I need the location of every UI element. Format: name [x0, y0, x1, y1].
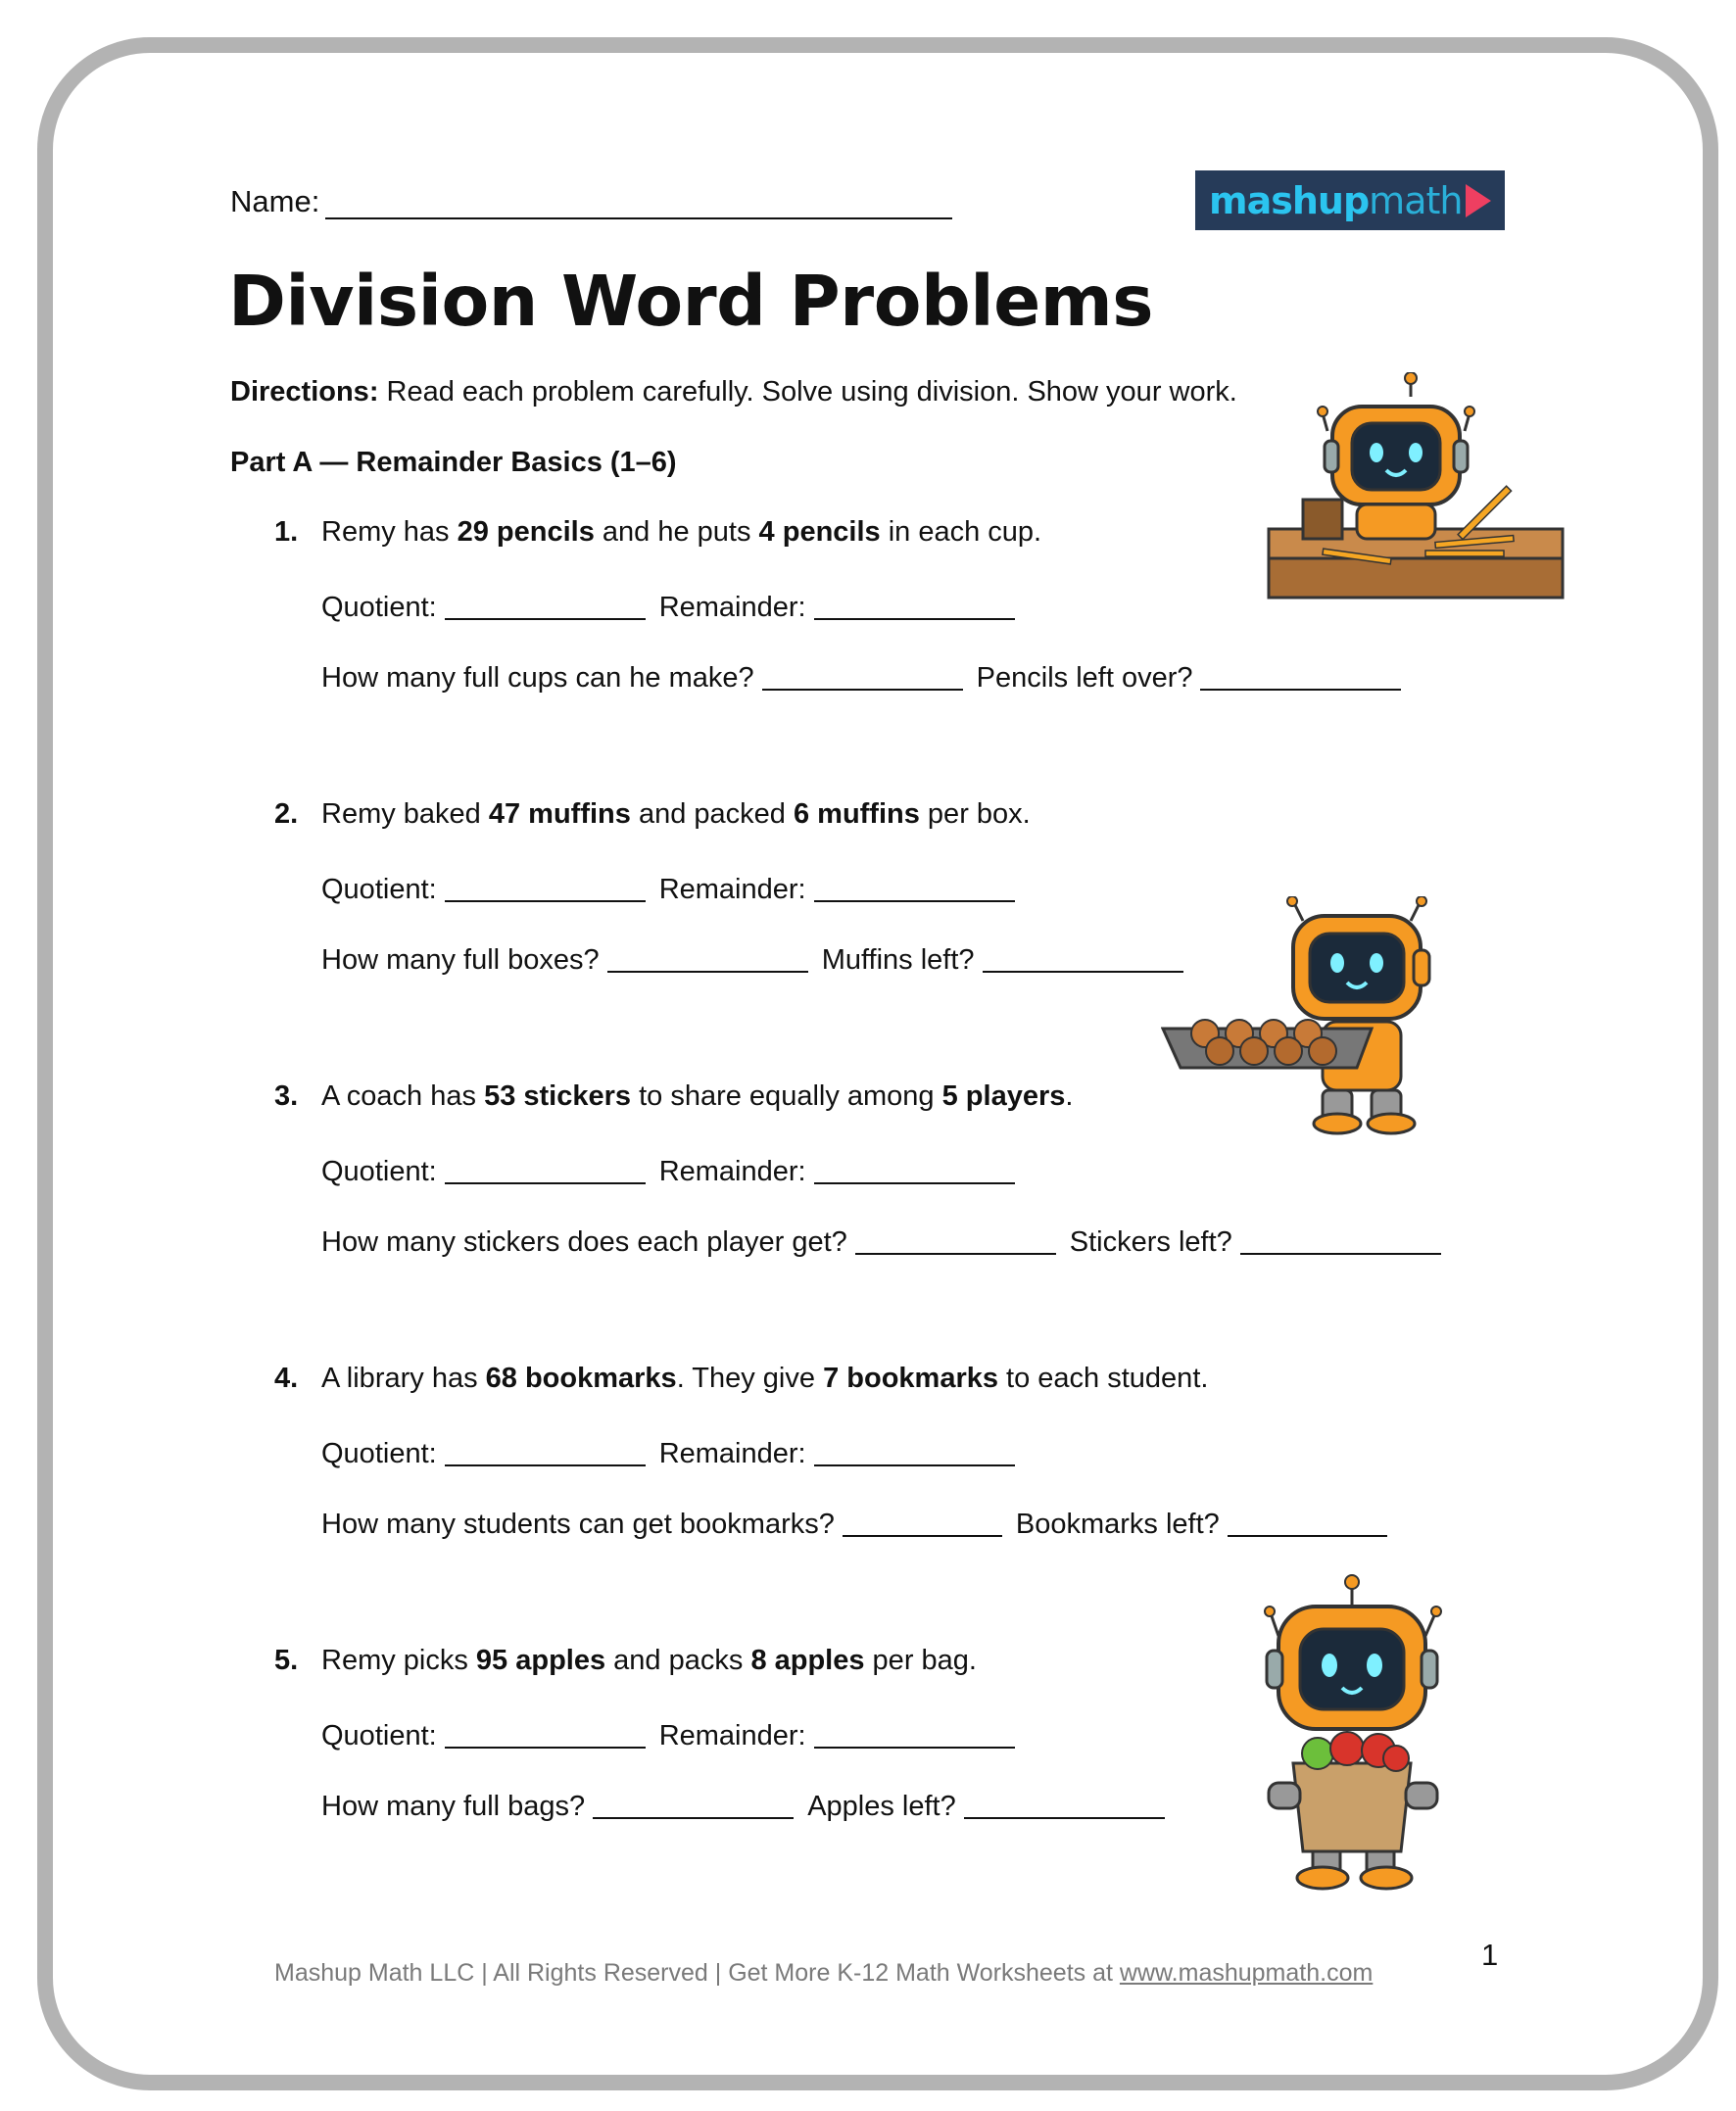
- question-1: How many full bags?: [321, 1791, 586, 1822]
- part-heading: Part A — Remainder Basics (1–6): [230, 447, 677, 478]
- remainder-blank[interactable]: [814, 1155, 1015, 1184]
- question-2: Pencils left over?: [976, 662, 1193, 694]
- quotient-label: Quotient:: [321, 874, 437, 905]
- footer-link[interactable]: www.mashupmath.com: [1119, 1959, 1374, 1987]
- remainder-label: Remainder:: [658, 1438, 806, 1469]
- remainder-blank[interactable]: [814, 591, 1015, 620]
- logo-text-math: math: [1369, 178, 1463, 222]
- quotient-blank[interactable]: [445, 1155, 646, 1184]
- page-title: Division Word Problems: [228, 261, 1154, 342]
- problem-text: A coach has 53 stickers to share equally among 5 players.: [321, 1080, 1074, 1112]
- answer-blank[interactable]: [983, 943, 1183, 973]
- remainder-label: Remainder:: [658, 1156, 806, 1187]
- footer: [274, 1959, 1373, 1988]
- question-2: Muffins left?: [821, 944, 975, 976]
- mashupmath-logo: [1195, 170, 1505, 230]
- problem-text: Remy picks 95 apples and packs 8 apples per bag.: [321, 1645, 977, 1676]
- directions-text: Read each problem carefully. Solve using division. Show your work.: [378, 376, 1237, 408]
- footer-text: Mashup Math LLC | All Rights Reserved | Get More K-12 Math Worksheets at: [274, 1959, 1120, 1987]
- quotient-remainder-row: [321, 1151, 1029, 1188]
- logo-text-mashup: mashup: [1209, 178, 1370, 222]
- question-1: How many students can get bookmarks?: [321, 1509, 835, 1540]
- robot-apples-illustration: [1249, 1572, 1470, 1891]
- name-blank[interactable]: [325, 188, 952, 219]
- answer-blank[interactable]: [855, 1225, 1056, 1255]
- question-row: [321, 657, 1415, 695]
- answer-blank[interactable]: [1228, 1508, 1387, 1537]
- robot-pencils-illustration: [1264, 372, 1567, 607]
- answer-blank[interactable]: [607, 943, 808, 973]
- quotient-blank[interactable]: [445, 1719, 646, 1749]
- question-row: [321, 939, 1197, 977]
- quotient-remainder-row: [321, 587, 1029, 624]
- question-2: Apples left?: [807, 1791, 956, 1822]
- remainder-blank[interactable]: [814, 1437, 1015, 1466]
- answer-blank[interactable]: [964, 1790, 1165, 1819]
- answer-blank[interactable]: [843, 1508, 1002, 1537]
- quotient-remainder-row: [321, 1715, 1029, 1752]
- name-label: Name:: [230, 184, 320, 218]
- problem-text: A library has 68 bookmarks. They give 7 bookmarks to each student.: [321, 1363, 1209, 1394]
- quotient-label: Quotient:: [321, 592, 437, 623]
- remainder-blank[interactable]: [814, 873, 1015, 902]
- quotient-blank[interactable]: [445, 873, 646, 902]
- quotient-blank[interactable]: [445, 1437, 646, 1466]
- directions-label: Directions:: [230, 376, 379, 408]
- question-2: Stickers left?: [1069, 1226, 1232, 1258]
- remainder-label: Remainder:: [658, 592, 806, 623]
- question-1: How many stickers does each player get?: [321, 1226, 847, 1258]
- problem-text: Remy baked 47 muffins and packed 6 muffins per box.: [321, 798, 1031, 830]
- question-1: How many full cups can he make?: [321, 662, 754, 694]
- question-1: How many full boxes?: [321, 944, 600, 976]
- answer-blank[interactable]: [762, 661, 963, 691]
- quotient-blank[interactable]: [445, 591, 646, 620]
- quotient-label: Quotient:: [321, 1156, 437, 1187]
- problem-text: Remy has 29 pencils and he puts 4 pencils in each cup.: [321, 516, 1042, 548]
- problem-number: 1.: [274, 516, 299, 548]
- question-row: [321, 1504, 1401, 1541]
- problem-number: 2.: [274, 798, 299, 830]
- play-triangle-icon: [1466, 184, 1491, 217]
- page-number: 1: [1481, 1938, 1499, 1972]
- question-row: [321, 1786, 1179, 1823]
- name-field[interactable]: [230, 184, 952, 219]
- question-2: Bookmarks left?: [1015, 1509, 1220, 1540]
- remainder-label: Remainder:: [658, 874, 806, 905]
- quotient-remainder-row: [321, 869, 1029, 906]
- answer-blank[interactable]: [1240, 1225, 1441, 1255]
- remainder-label: Remainder:: [658, 1720, 806, 1751]
- quotient-label: Quotient:: [321, 1720, 437, 1751]
- problem-number: 3.: [274, 1080, 299, 1112]
- answer-blank[interactable]: [593, 1790, 794, 1819]
- question-row: [321, 1222, 1455, 1259]
- problem-number: 5.: [274, 1645, 299, 1676]
- quotient-label: Quotient:: [321, 1438, 437, 1469]
- answer-blank[interactable]: [1200, 661, 1401, 691]
- directions: [230, 376, 1237, 408]
- remainder-blank[interactable]: [814, 1719, 1015, 1749]
- robot-muffins-illustration: [1161, 896, 1455, 1136]
- problem-number: 4.: [274, 1363, 299, 1394]
- quotient-remainder-row: [321, 1433, 1029, 1470]
